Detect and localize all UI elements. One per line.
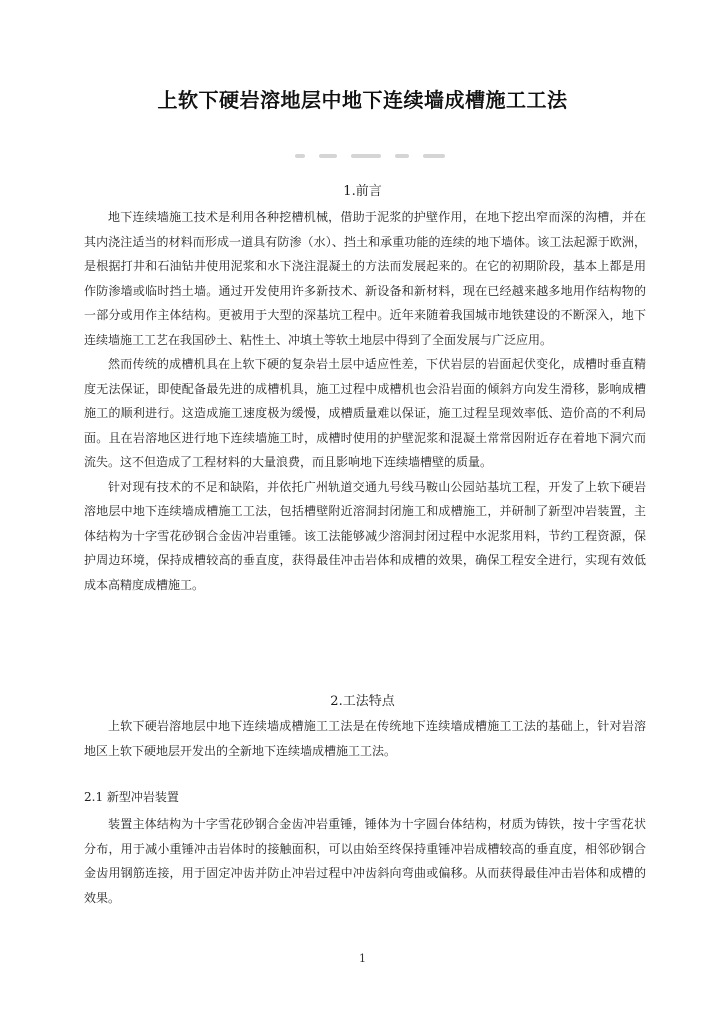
paragraph: 上软下硬岩溶地层中地下连续墙成槽施工工法是在传统地下连续墙成槽施工工法的基础上，针对岩溶地区上软下硬地层开发出的全新地下连续墙成槽施工工法。	[84, 719, 646, 758]
author-line-illegible	[260, 150, 480, 162]
section-heading-features: 2.工法特点	[330, 694, 395, 709]
section-heading-intro: 1.前言	[343, 184, 382, 199]
section-body-intro	[84, 205, 646, 597]
smudge-mark	[351, 154, 381, 158]
smudge-mark	[295, 154, 305, 158]
document-title: 上软下硬岩溶地层中地下连续墙成槽施工工法	[157, 88, 568, 112]
paragraph: 然而传统的成槽机具在上软下硬的复杂岩土层中适应性差，下伏岩层的岩面起伏变化，成槽时垂直精度无法保证，即使配备最先进的成槽机具，施工过程中成槽机也会沿岩面的倾斜方向发生滑移，影响成槽施工的顺利进行。这造成施工速度极为缓慢，成槽质量难以保证，施工过程呈现效率低、造价高的不利局面。且在岩溶地区进行地下连续墙施工时，成槽时使用的护壁泥浆和混凝土常常因附近存在着地下洞穴而流失。这不但造成了工程材料的大量浪费，而且影响地下连续墙槽壁的质量。	[84, 357, 646, 469]
section-body-features	[84, 714, 646, 763]
subsection-heading-device: 2.1 新型冲岩装置	[84, 790, 179, 804]
paragraph: 地下连续墙施工技术是利用各种挖槽机械，借助于泥浆的护壁作用，在地下挖出窄而深的沟槽，并在其内浇注适当的材料而形成一道具有防渗（水）、挡土和承重功能的连续的地下墙体。该工法起源于欧洲，是根据打井和石油钻井使用泥浆和水下浇注混凝土的方法而发展起来的。在它的初期阶段，基本上都是用作防渗墙或临时挡土墙。通过开发使用许多新技术、新设备和新材料，现在已经越来越多地用作结构物的一部分或用作主体结构。更被用于大型的深基坑工程中。近年来随着我国城市地铁建设的不断深入，地下连续墙施工工艺在我国砂土、粘性土、冲填土等软土地层中得到了全面发展与广泛应用。	[84, 210, 646, 347]
subsection-body-device	[84, 812, 646, 910]
page-number: 1	[359, 952, 366, 965]
paragraph: 针对现有技术的不足和缺陷，并依托广州轨道交通九号线马鞍山公园站基坑工程，开发了上软下硬岩溶地层中地下连续墙成槽施工工法，包括槽壁附近溶洞封闭施工和成槽施工，并研制了新型冲岩装置，主体结构为十字雪花砂钢合金齿冲岩重锤。该工法能够减少溶洞封闭过程中水泥浆用料，节约工程资源，保护周边环境，保持成槽较高的垂直度，获得最佳冲击岩体和成槽的效果，确保工程安全进行，实现有效低成本高精度成槽施工。	[84, 479, 646, 592]
smudge-mark	[423, 154, 445, 158]
smudge-mark	[395, 154, 409, 158]
paragraph: 装置主体结构为十字雪花砂钢合金齿冲岩重锤，锤体为十字圆台体结构，材质为铸铁，按十字雪花状分布，用于减小重锤冲击岩体时的接触面积，可以由始至终保持重锤冲岩成槽较高的垂直度，相邻砂钢合金齿用钢筋连接，用于固定冲齿并防止冲岩过程中冲齿斜向弯曲或偏移。从而获得最佳冲击岩体和成槽的效果。	[84, 817, 646, 905]
smudge-mark	[319, 154, 337, 158]
